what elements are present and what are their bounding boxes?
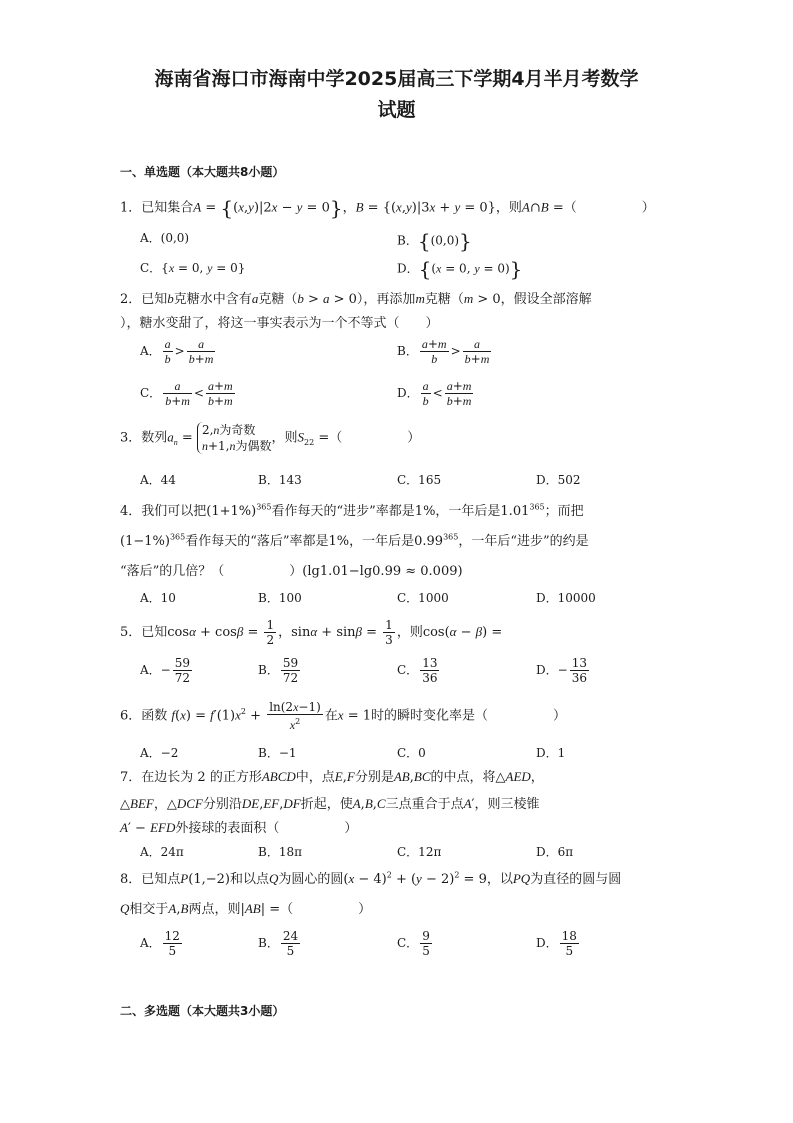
- question-6-option-a: A．−2: [140, 746, 179, 760]
- question-2-option-d: D． $\frac{a}{b}$ < $\frac{a+m}{b+m}$: [397, 379, 472, 408]
- question-7-option-b: B．18π: [258, 845, 302, 859]
- question-5-option-d: D．− $\frac{13}{36}$: [536, 656, 587, 685]
- question-7-stem-line2: △BEF，△DCF分别沿DE,EF,DF折起，使A,B,C三点重合于点A′，则三棱锥: [120, 796, 540, 812]
- question-8-option-d: D． $\frac{18}{5}$: [536, 929, 577, 958]
- question-3-stem: 3．数列$a_n$ = 2,n为奇数 n+1,n为偶数 ，则$S_{22}$ =（ ）: [120, 423, 421, 453]
- question-6-stem: 6．函数 $f(x) = f'(1)x^2$ + $\frac{\ln(2x-1)}{x^2}$ 在x = 1时的瞬时变化率是（ ）: [120, 700, 567, 732]
- question-2-stem-line1: 2．已知b克糖水中含有a克糖（b > a > 0），再添加m克糖（m > 0，假设全部溶解: [120, 291, 592, 307]
- question-4-option-b: B．100: [258, 591, 302, 605]
- section-heading-single-choice: 一、单选题（本大题共8小题）: [120, 165, 285, 179]
- document-title-line1: 海南省海口市海南中学2025届高三下学期4月半月考数学: [154, 68, 639, 90]
- question-8-option-b: B． $\frac{24}{5}$: [258, 929, 299, 958]
- question-2-option-b: B． $\frac{a+m}{b}$ > $\frac{a}{b+m}$: [397, 337, 490, 366]
- question-8-stem-line2: Q相交于A,B两点，则|AB| =（ ）: [120, 901, 372, 917]
- question-7-option-d: D．6π: [536, 845, 574, 859]
- question-8-option-a: A． $\frac{12}{5}$: [140, 929, 180, 958]
- section-heading-multiple-choice: 二、多选题（本大题共3小题）: [120, 1004, 285, 1018]
- question-5-option-b: B． $\frac{59}{72}$: [258, 656, 299, 685]
- question-5-option-c: C． $\frac{13}{36}$: [397, 656, 438, 685]
- question-4-stem-line1: 4．我们可以把$(1+1\%)^{365}$看作每天的“进步”率都是1%，一年后是1.01$^{365}$；而把: [120, 502, 584, 519]
- question-6-option-c: C．0: [397, 746, 426, 760]
- question-5-option-a: A．− $\frac{59}{72}$: [140, 656, 191, 685]
- question-7-stem-line1: 7．在边长为 2 的正方形ABCD中，点E,F分别是AB,BC的中点，将△AED，: [120, 769, 544, 785]
- question-3-option-b: B．143: [258, 473, 302, 487]
- question-6-option-b: B．−1: [258, 746, 297, 760]
- question-1-option-a: A．(0,0): [140, 231, 190, 245]
- question-1-option-b: B．{(0,0)}: [397, 229, 472, 253]
- question-2-option-c: C． $\frac{a}{b+m}$ < $\frac{a+m}{b+m}$: [140, 379, 233, 408]
- question-4-option-a: A．10: [140, 591, 176, 605]
- question-2-stem-line2: ），糖水变甜了，将这一事实表示为一个不等式（ ）: [120, 316, 439, 331]
- question-3-option-a: A．44: [140, 473, 176, 487]
- question-6-option-d: D．1: [536, 746, 566, 760]
- question-3-option-c: C．165: [397, 473, 442, 487]
- question-8-stem-line1: 8．已知点P(1,−2)和以点Q为圆心的圆$(x - 4)^2 + (y - 2)^2 = 9$，以PQ为直径的圆与圆: [120, 870, 622, 887]
- question-7-option-c: C．12π: [397, 845, 442, 859]
- question-7-option-a: A．24π: [140, 845, 184, 859]
- question-7-stem-line3: A′ − EFD外接球的表面积（ ）: [120, 820, 358, 836]
- question-4-stem-line2: $(1-1\%)^{365}$看作每天的“落后”率都是1%，一年后是0.99$^{365}$，一年后“进步”的约是: [120, 532, 589, 549]
- question-4-option-c: C．1000: [397, 591, 449, 605]
- question-1-option-c: C．{x = 0, y = 0}: [140, 261, 246, 275]
- question-8-option-c: C． $\frac{9}{5}$: [397, 929, 430, 958]
- question-1-stem: 1．已知集合A = {(x,y)|2x − y = 0}，B = {(x,y)|3x + y = 0}，则A∩B =（ ）: [120, 196, 655, 220]
- question-4-option-d: D．10000: [536, 591, 596, 605]
- question-3-option-d: D．502: [536, 473, 581, 487]
- question-2-option-a: A． $\frac{a}{b}$ > $\frac{a}{b+m}$: [140, 337, 214, 366]
- question-1-option-d: D．{(x = 0, y = 0)}: [397, 257, 523, 281]
- document-title-line2: 试题: [377, 99, 416, 121]
- question-4-stem-line3: “落后”的几倍？（ ）(lg1.01−lg0.99 ≈ 0.009): [120, 564, 463, 579]
- question-5-stem: 5．已知cosα + cosβ = $\frac{1}{2}$ ，sinα + sinβ = $\frac{1}{3}$ ，则cos(α − β) =: [120, 618, 503, 647]
